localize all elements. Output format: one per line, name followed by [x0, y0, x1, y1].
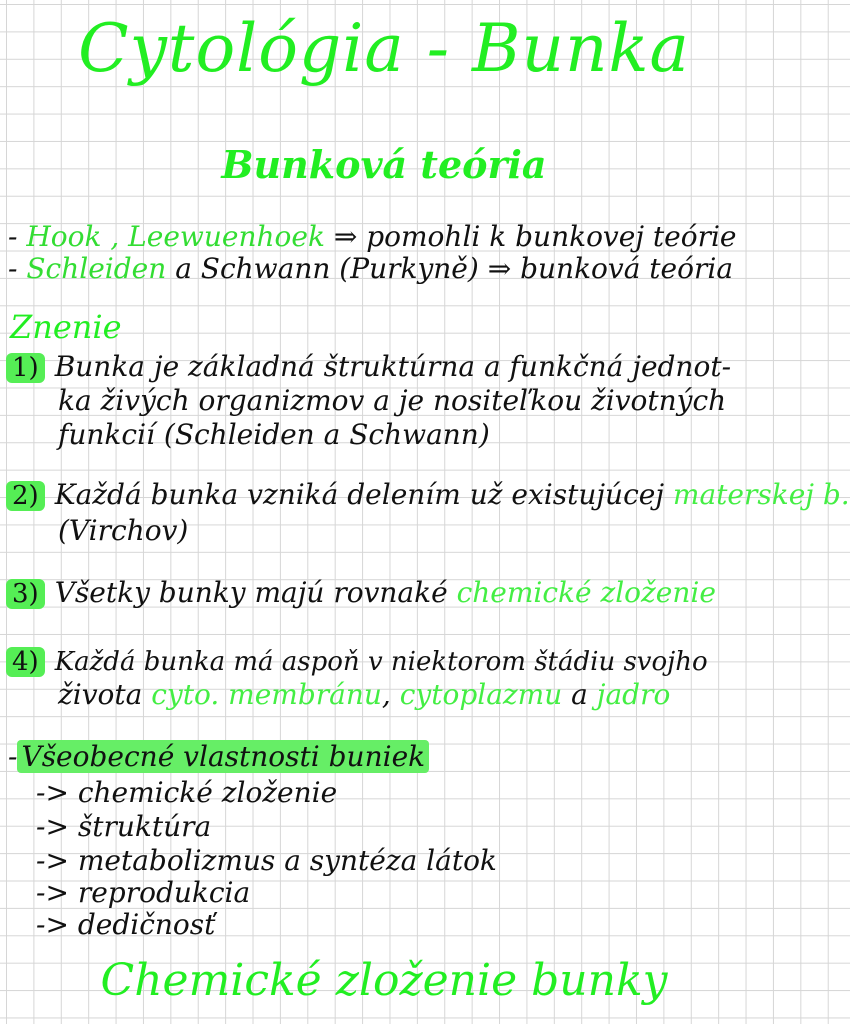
property-item: [36, 908, 215, 941]
history-line-1: [8, 220, 737, 253]
statement-text: Bunka je základná štruktúrna a funkčná jednot-: [54, 350, 732, 383]
statement-text: Každá bunka má aspoň v niektorom štádiu svojho: [54, 647, 708, 677]
statement-number: 3): [6, 579, 45, 609]
property-text: metabolizmus a syntéza látok: [77, 844, 497, 877]
arrow-icon: ->: [36, 844, 69, 877]
arrow-icon: ->: [36, 810, 69, 843]
arrow-icon: ->: [36, 908, 69, 941]
statement-1-line-2: ka živých organizmov a je nositeľkou životných: [58, 384, 727, 417]
property-item: [36, 810, 211, 843]
history-rest: ⇒ pomohli k bunkovej teórie: [333, 220, 737, 253]
statement-1: [6, 350, 731, 383]
properties-heading-line: [8, 740, 429, 773]
statement-4: [6, 644, 708, 677]
statement-highlight: materskej b.: [672, 478, 850, 511]
statement-number: 4): [6, 647, 45, 677]
statement-text: Každá bunka vzniká delením už existujúcej: [54, 478, 665, 511]
dash: -: [8, 252, 18, 285]
property-text: štruktúra: [77, 810, 212, 843]
dash: -: [8, 740, 18, 773]
property-item: [36, 876, 250, 909]
statement-2-line-2: (Virchov): [58, 514, 189, 547]
history-mid: a Schwann (Purkyně): [175, 252, 479, 285]
section-subtitle: Bunková teória: [221, 142, 547, 187]
statement-highlight: cytoplazmu: [399, 678, 563, 711]
statement-highlight: chemické zloženie: [456, 576, 716, 609]
statement-text: života: [58, 678, 143, 711]
statement-highlight: cyto. membránu: [151, 678, 382, 711]
statement-text: Všetky bunky majú rovnaké: [54, 576, 448, 609]
comma: ,: [381, 678, 391, 711]
arrow-icon: ->: [36, 776, 69, 809]
statement-number: 2): [6, 481, 45, 511]
conjunction: a: [571, 678, 588, 711]
statement-highlight: jadro: [596, 678, 671, 711]
statement-number: 1): [6, 353, 45, 383]
section-heading: Znenie: [10, 308, 122, 346]
property-item: [36, 776, 337, 809]
bottom-heading: Chemické zloženie bunky: [100, 955, 668, 1006]
property-item: [36, 844, 497, 877]
statement-1-line-3: funkcií (Schleiden a Schwann): [58, 418, 490, 451]
arrow-icon: ->: [36, 876, 69, 909]
history-names: Hook , Leewuenhoek: [26, 220, 325, 253]
history-rest: ⇒ bunková teória: [487, 252, 734, 285]
property-text: reprodukcia: [77, 876, 251, 909]
dash: -: [8, 220, 18, 253]
history-names: Schleiden: [26, 252, 167, 285]
history-line-2: [8, 252, 733, 285]
statement-2: [6, 478, 850, 511]
statement-3: [6, 576, 716, 609]
property-text: dedičnosť: [77, 908, 216, 941]
property-text: chemické zloženie: [77, 776, 338, 809]
statement-4-line-2: [58, 678, 670, 711]
properties-heading: Všeobecné vlastnosti buniek: [17, 740, 429, 773]
page-title: Cytológia - Bunka: [78, 10, 690, 87]
